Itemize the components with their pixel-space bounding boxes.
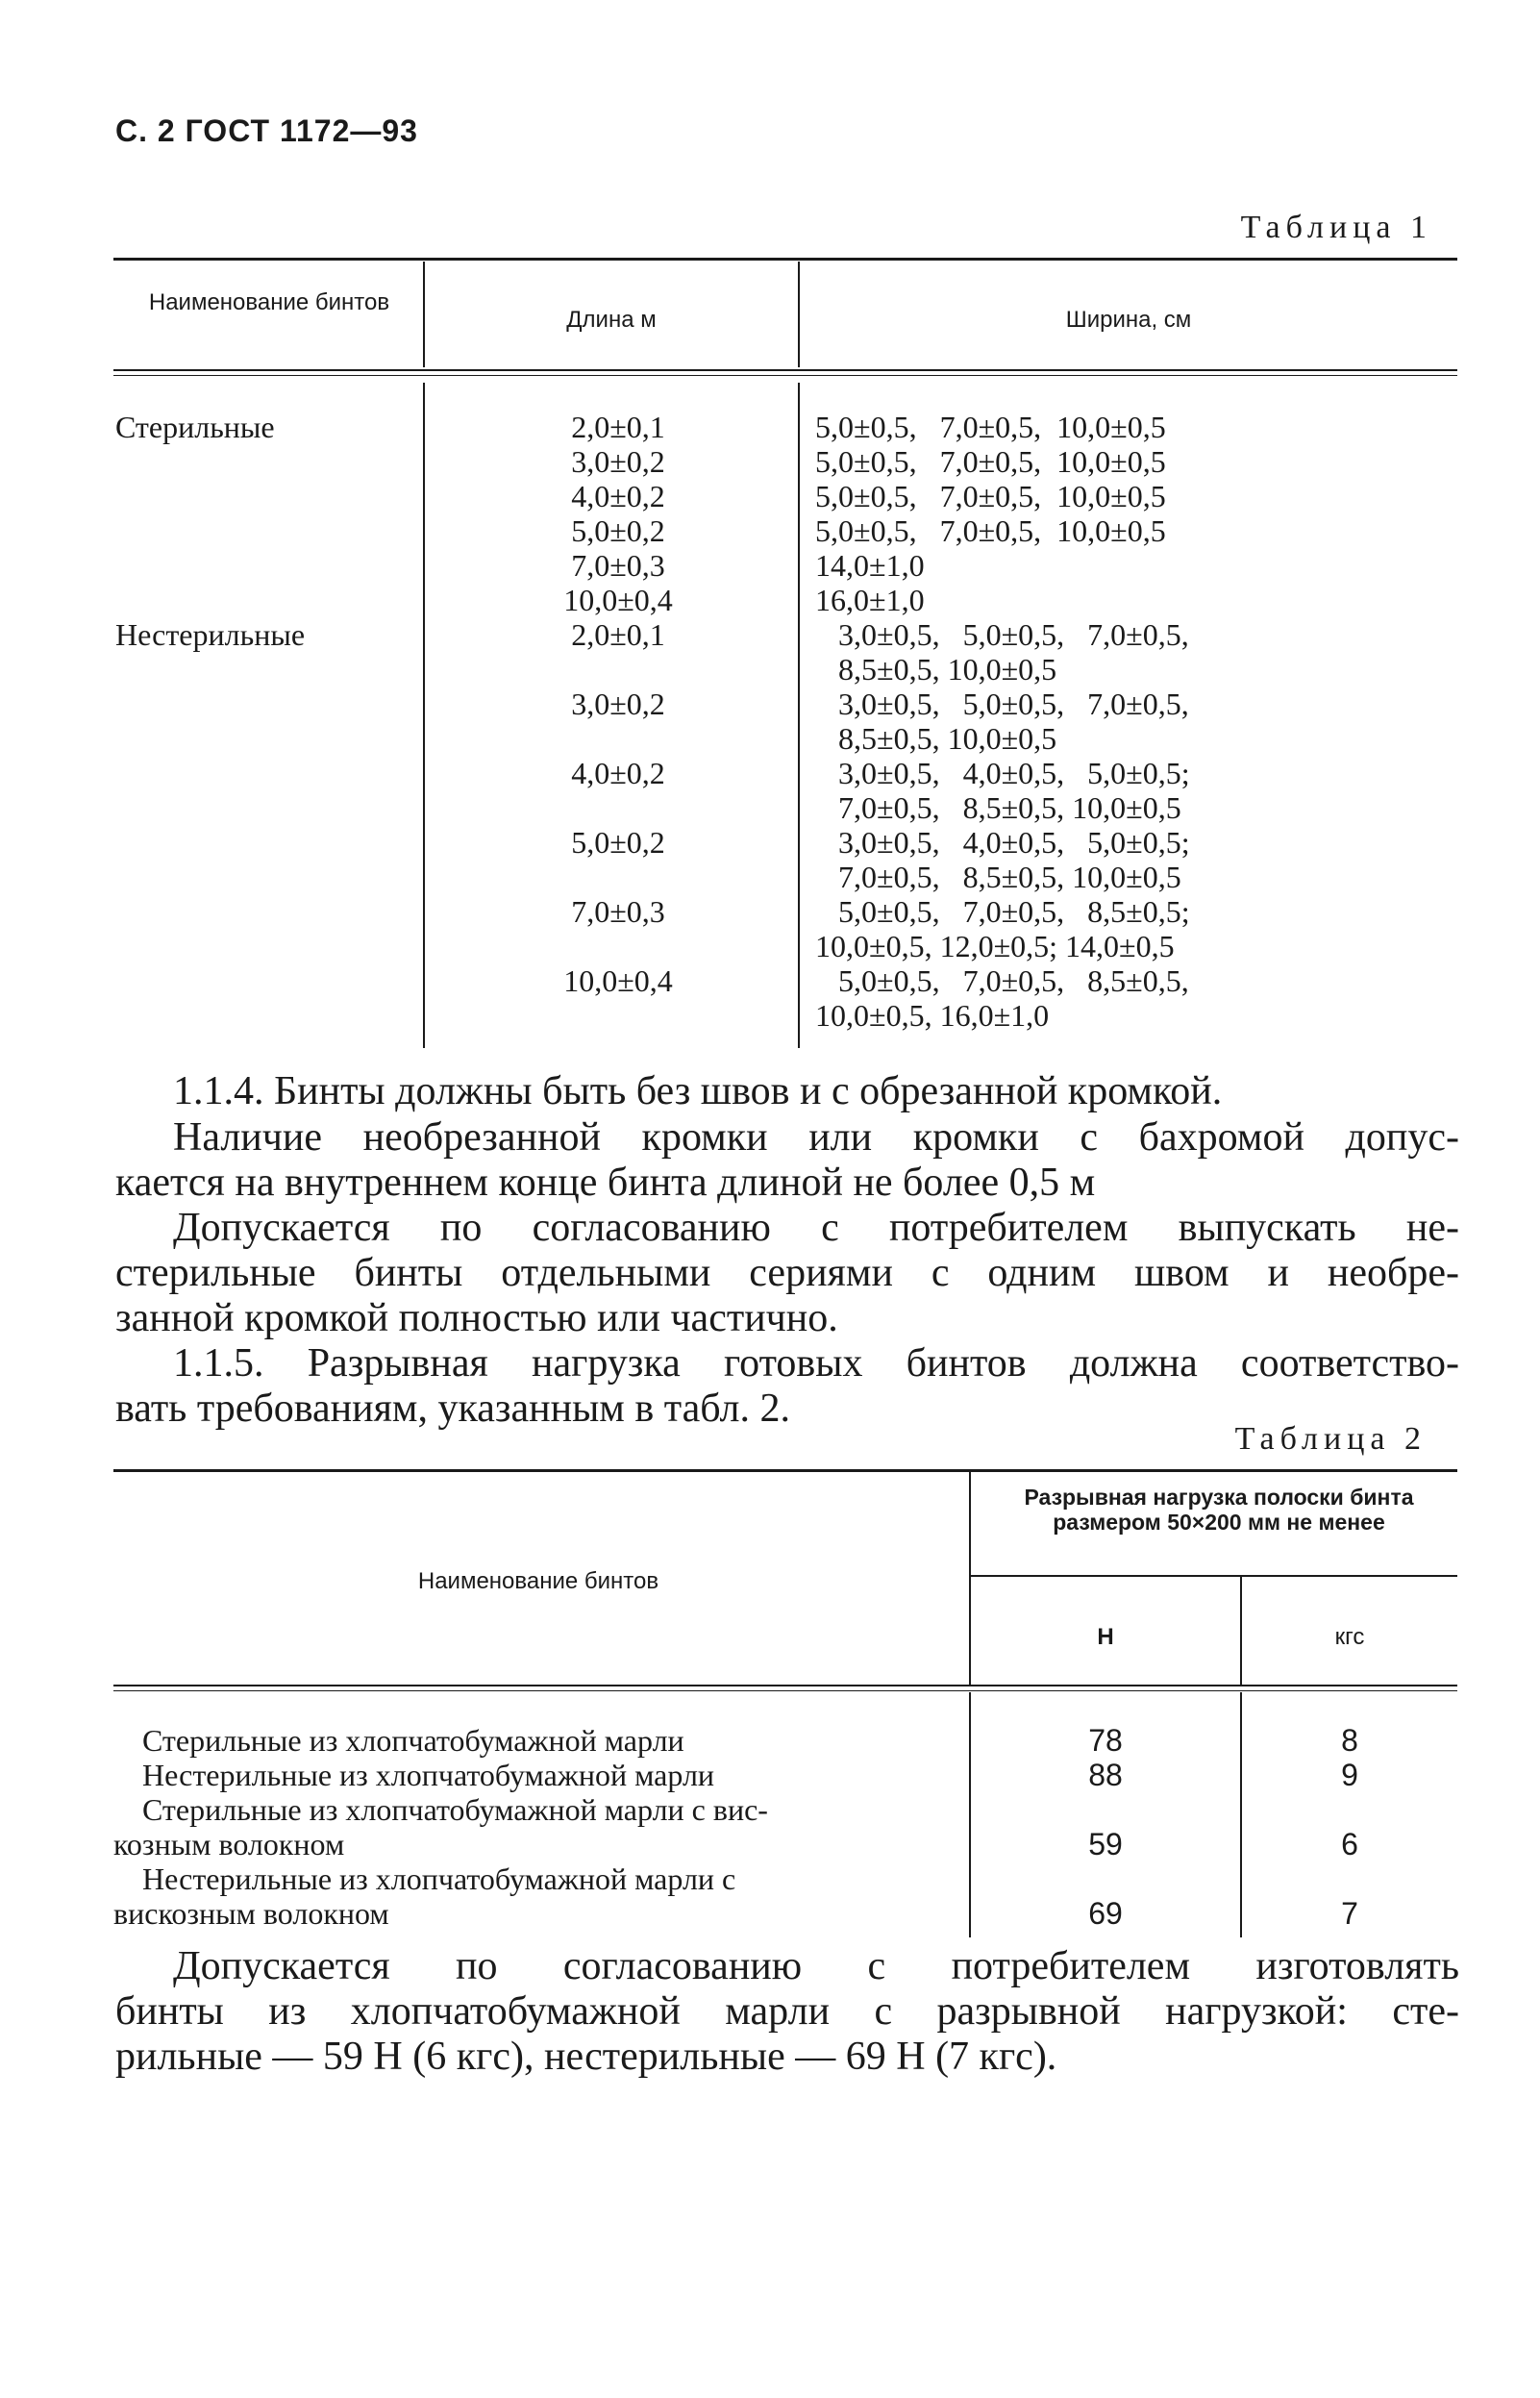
table-1-row-width: 5,0±0,5, 7,0±0,5, 8,5±0,5, <box>815 963 1189 998</box>
table-1-row-length: 5,0±0,2 <box>571 825 665 860</box>
table-1-row-length: 2,0±0,1 <box>571 617 665 652</box>
table-2-row-kgs: 9 <box>1341 1758 1358 1792</box>
table-1-row-length: 4,0±0,2 <box>571 756 665 790</box>
table-1-header-rule <box>113 369 1457 371</box>
table-2-row-name: козным волокном <box>113 1827 345 1861</box>
table-2-row-kgs: 8 <box>1341 1723 1358 1758</box>
table-1-row-length: 10,0±0,4 <box>563 963 673 998</box>
table-1-row-width: 8,5±0,5, 10,0±0,5 <box>815 652 1057 687</box>
table-1-row-length: 5,0±0,2 <box>571 513 665 548</box>
table-2-header-unit-kgs: кгс <box>1334 1624 1365 1650</box>
table-2-header-name: Наименование бинтов <box>417 1568 659 1594</box>
paragraph-line: Допускается по согласованию с потребителем выпускать не- <box>173 1206 1459 1250</box>
paragraph-line: кается на внутреннем конце бинта длиной не более 0,5 м <box>115 1161 1096 1205</box>
table-1-row-length: 4,0±0,2 <box>571 479 665 513</box>
paragraph-line: Наличие необрезанной кромки или кромки с бахромой допус- <box>173 1115 1459 1160</box>
table-2-divider <box>969 1471 971 1685</box>
table-1-row-width: 16,0±1,0 <box>815 583 925 617</box>
table-2-row-name: Стерильные из хлопчатобумажной марли <box>142 1723 684 1758</box>
table-1-row-width: 5,0±0,5, 7,0±0,5, 10,0±0,5 <box>815 479 1166 513</box>
table-1-row-name: Стерильные <box>115 410 275 444</box>
table-1-row-name: Нестерильные <box>115 617 306 652</box>
paragraph-line: вать требованиям, указанным в табл. 2. <box>115 1386 791 1431</box>
table-1-row-length: 3,0±0,2 <box>571 687 665 721</box>
table-2-row-name: Нестерильные из хлопчатобумажной марли <box>142 1758 715 1792</box>
table-1-row-width: 5,0±0,5, 7,0±0,5, 10,0±0,5 <box>815 513 1166 548</box>
table-2-row-name: вискозным волокном <box>113 1896 389 1931</box>
table-2-header-rule <box>113 1685 1457 1686</box>
paragraph-line: Допускается по согласованию с потребителем изготовлять <box>173 1944 1459 1988</box>
table-1-row-width: 8,5±0,5, 10,0±0,5 <box>815 721 1057 756</box>
paragraph-line: стерильные бинты отдельными сериями с одним швом и необре- <box>115 1251 1459 1295</box>
table-1-row-width: 5,0±0,5, 7,0±0,5, 10,0±0,5 <box>815 444 1166 479</box>
paragraph-line: занной кромкой полностью или частично. <box>115 1296 838 1340</box>
table-1-row-width: 3,0±0,5, 4,0±0,5, 5,0±0,5; <box>815 825 1190 860</box>
table-1-row-width: 3,0±0,5, 4,0±0,5, 5,0±0,5; <box>815 756 1190 790</box>
table-1-header-length: Длина м <box>566 307 657 333</box>
table-2-header-rule <box>113 1690 1457 1691</box>
table-1-header-width: Ширина, см <box>1065 307 1192 333</box>
table-1-header-name: Наименование бинтов <box>148 289 390 315</box>
table-1-row-length: 2,0±0,1 <box>571 410 665 444</box>
table-1-row-length: 7,0±0,3 <box>571 548 665 583</box>
table-1-row-length: 10,0±0,4 <box>563 583 673 617</box>
table-1-row-length: 3,0±0,2 <box>571 444 665 479</box>
paragraph-line: 1.1.5. Разрывная нагрузка готовых бинтов должна соответство- <box>173 1341 1459 1386</box>
table-1-row-width: 5,0±0,5, 7,0±0,5, 8,5±0,5; <box>815 894 1190 929</box>
table-1-row-length: 7,0±0,3 <box>571 894 665 929</box>
paragraph-line: рильные — 59 Н (6 кгс), нестерильные — 69 Н (7 кгс). <box>115 2035 1057 2079</box>
table-1-header-rule <box>113 375 1457 376</box>
table-2-caption: Таблица 2 <box>1234 1421 1427 1457</box>
table-2-row-name: Стерильные из хлопчатобумажной марли с вис- <box>142 1792 768 1827</box>
table-2-row-n: 59 <box>1088 1827 1123 1861</box>
table-2-row-kgs: 6 <box>1341 1827 1358 1861</box>
table-1-divider <box>423 383 425 1048</box>
table-1-row-width: 3,0±0,5, 5,0±0,5, 7,0±0,5, <box>815 617 1189 652</box>
table-1-row-width: 7,0±0,5, 8,5±0,5, 10,0±0,5 <box>815 860 1181 894</box>
table-1-row-width: 5,0±0,5, 7,0±0,5, 10,0±0,5 <box>815 410 1166 444</box>
table-1-row-width: 10,0±0,5, 12,0±0,5; 14,0±0,5 <box>815 929 1175 963</box>
table-1-caption: Таблица 1 <box>1240 210 1432 245</box>
page-header: С. 2 ГОСТ 1172—93 <box>115 113 418 148</box>
table-2-header-unit-n: Н <box>1097 1624 1114 1650</box>
table-1-row-width: 14,0±1,0 <box>815 548 925 583</box>
table-2-row-kgs: 7 <box>1341 1896 1358 1931</box>
table-2-row-n: 88 <box>1088 1758 1123 1792</box>
table-1-top-rule <box>113 258 1457 261</box>
table-2-row-name: Нестерильные из хлопчатобумажной марли с <box>142 1861 736 1896</box>
paragraph-line: бинты из хлопчатобумажной марли с разрывной нагрузкой: сте- <box>115 1989 1459 2034</box>
paragraph-line: 1.1.4. Бинты должны быть без швов и с обрезанной кромкой. <box>173 1069 1223 1113</box>
table-1-row-width: 3,0±0,5, 5,0±0,5, 7,0±0,5, <box>815 687 1189 721</box>
table-2-row-n: 69 <box>1088 1896 1123 1931</box>
table-1-row-width: 10,0±0,5, 16,0±1,0 <box>815 998 1050 1033</box>
table-2-row-n: 78 <box>1088 1723 1123 1758</box>
table-2-top-rule <box>113 1469 1457 1472</box>
table-2-group-rule <box>971 1575 1457 1577</box>
table-2-header-group: Разрывная нагрузка полоски бинта размером 50×200 мм не менее <box>1024 1485 1414 1535</box>
table-1-row-width: 7,0±0,5, 8,5±0,5, 10,0±0,5 <box>815 790 1181 825</box>
